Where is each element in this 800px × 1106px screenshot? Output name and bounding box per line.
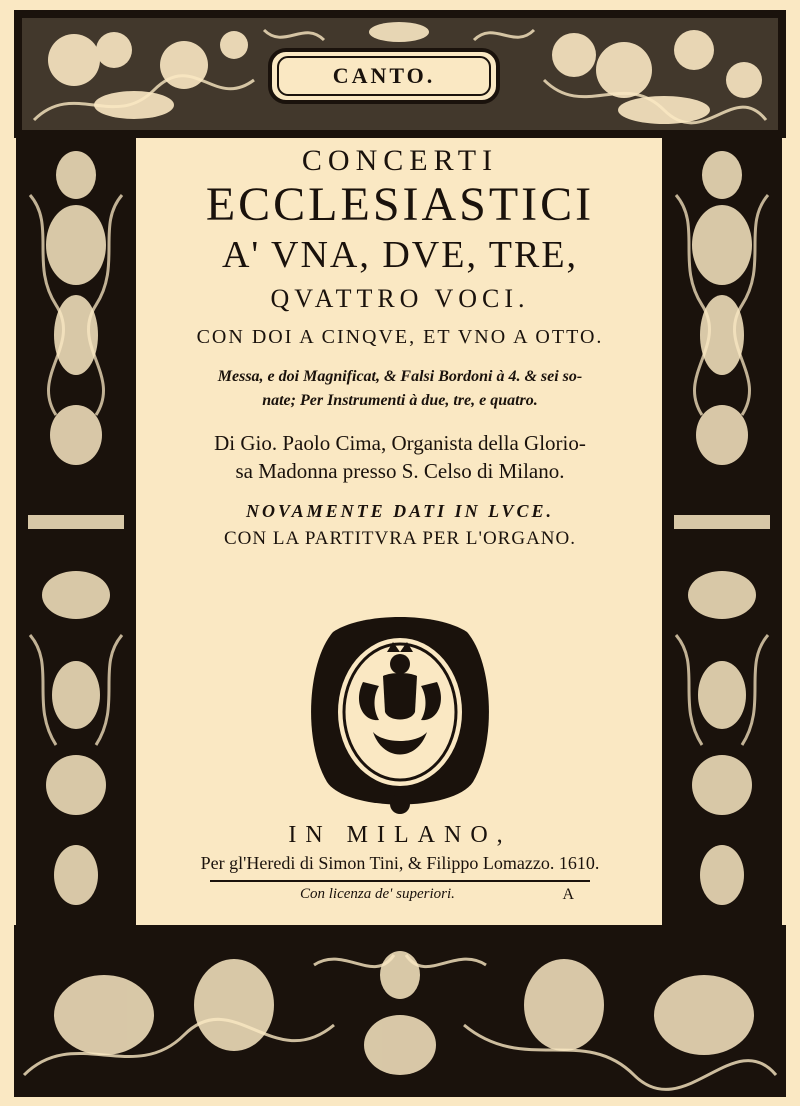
title-line-2: ECCLESIASTICI	[205, 178, 595, 231]
organ-score-note: CON LA PARTITVRA PER L'ORGANO.	[224, 528, 576, 549]
author-line-2: sa Madonna presso S. Celso di Milano.	[235, 459, 565, 483]
bottom-ornament	[14, 925, 786, 1097]
author-block	[140, 429, 660, 485]
title-block	[140, 140, 660, 550]
voice-part-label: CANTO.	[332, 63, 436, 88]
title-line-1: CONCERTI	[301, 144, 499, 177]
license-row	[140, 886, 660, 910]
left-ornament	[16, 135, 136, 930]
imprint-printer: Per gl'Heredi di Simon Tini, & Filippo Lomazzo. 1610.	[200, 853, 600, 873]
right-ornament	[662, 135, 782, 930]
title-line-4: QVATTRO VOCI.	[270, 284, 530, 313]
printers-emblem	[303, 612, 497, 822]
license-note: Con licenza de' superiori.	[300, 886, 455, 902]
author-line-1: Di Gio. Paolo Cima, Organista della Glorio-	[214, 431, 586, 455]
title-line-3: A' VNA, DVE, TRE,	[221, 234, 579, 276]
contents-line-2: nate; Per Instrumenti à due, tre, e quatro.	[262, 392, 538, 409]
new-edition-note: NOVAMENTE DATI IN LVCE.	[245, 501, 555, 521]
contents-block	[140, 365, 660, 413]
voice-part-cartouche	[268, 48, 500, 104]
imprint-city: IN MILANO,	[288, 822, 512, 848]
imprint-rule	[210, 880, 590, 882]
contents-line-1: Messa, e doi Magnificat, & Falsi Bordoni à 4. & sei so-	[217, 368, 583, 385]
title-line-5: CON DOI A CINQVE, ET VNO A OTTO.	[196, 326, 604, 348]
signature-mark: A	[562, 886, 574, 903]
imprint-block	[140, 822, 660, 910]
